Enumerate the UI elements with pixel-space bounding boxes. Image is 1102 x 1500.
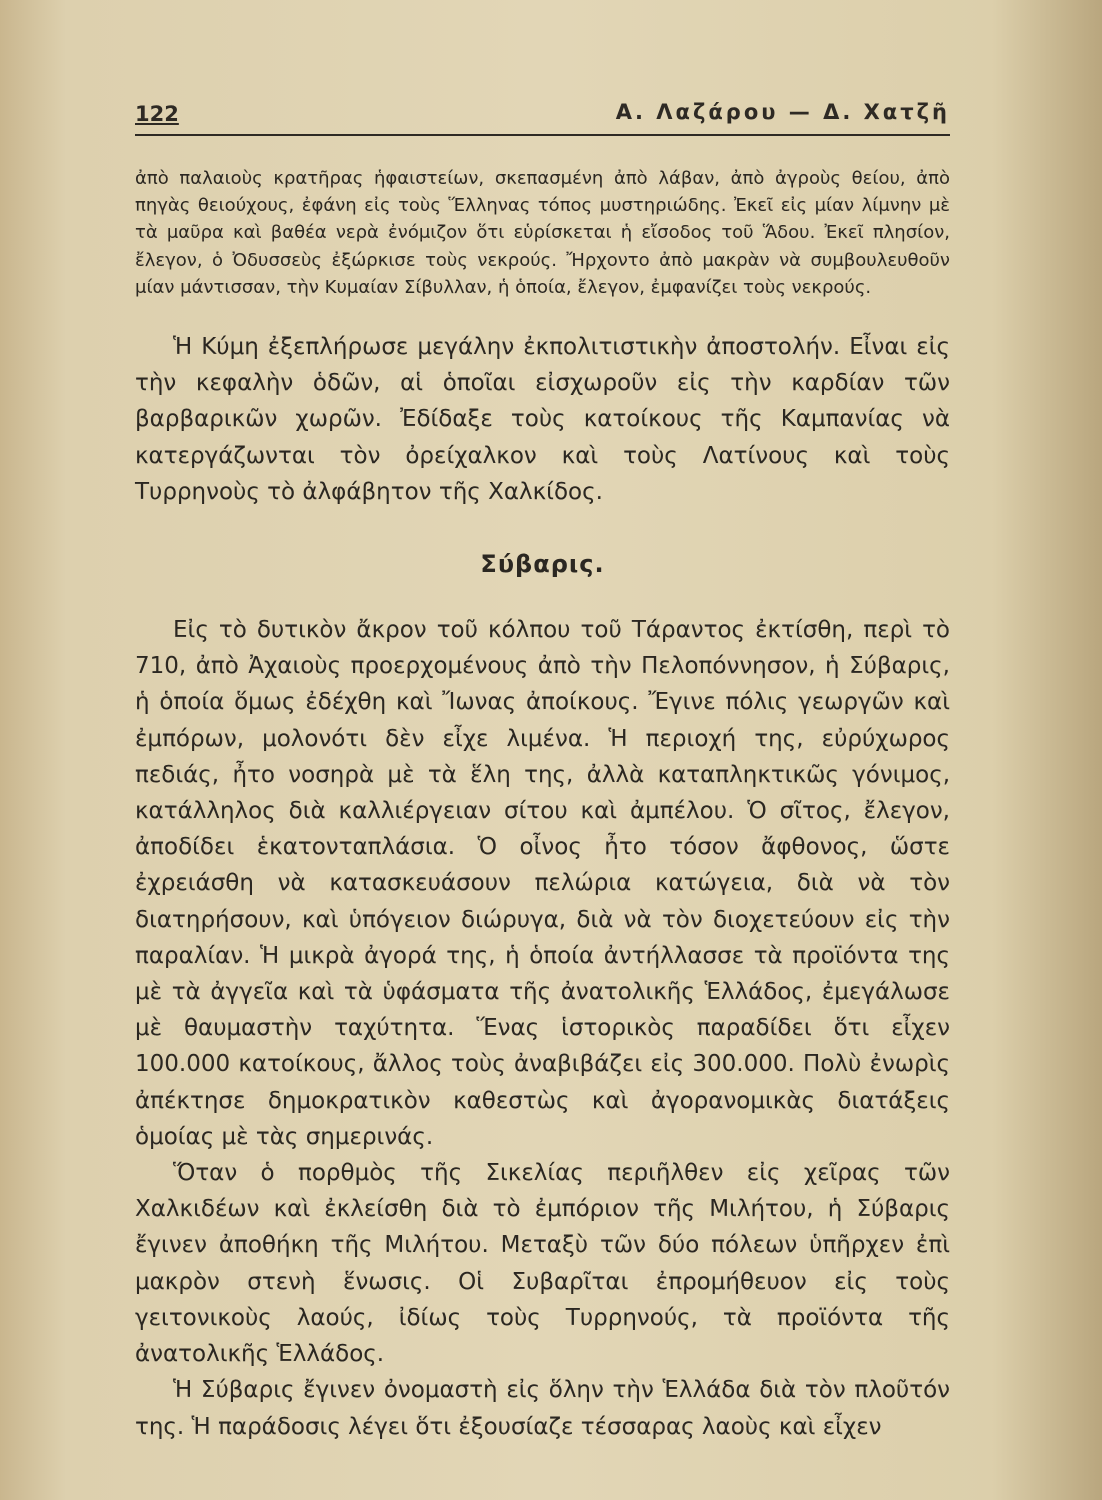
sybaris-paragraph-3: Ἡ Σύβαρις ἔγινεν ὀνομαστὴ εἰς ὅλην τὴν Ἑλλάδα διὰ τὸν πλοῦτόν της. Ἡ παράδοσις λέγει ὅτι ἐξουσίαζε τέσσαρας λαοὺς καὶ εἶχεν [135, 1377, 950, 1440]
page-header [135, 100, 950, 136]
page-body [135, 165, 950, 1445]
sybaris-paragraph-1: Εἰς τὸ δυτικὸν ἄκρον τοῦ κόλπου τοῦ Τάραντος ἐκτίσθη, περὶ τὸ 710, ἀπὸ Ἀχαιοὺς προερχομένους ἀπὸ τὴν Πελοπόννησον, ἡ Σύβαρις, ἡ ὁποία ὅμως ἐδέχθη καὶ Ἴωνας ἀποίκους. Ἔγινε πόλις γεωργῶν καὶ ἐμπόρων, μολονότι δὲν εἶχε λιμένα. Ἡ περιοχή της, εὐρύχωρος πεδιάς, ἦτο νοσηρὰ μὲ τὰ ἕλη της, ἀλλὰ καταπληκτικῶς γόνιμος, κατάλληλος διὰ καλλιέργειαν σίτου καὶ ἀμπέλου. Ὁ σῖτος, ἔλεγον, ἀποδίδει ἑκατονταπλάσια. Ὁ οἶνος ἦτο τόσον ἄφθονος, ὥστε ἐχρειάσθη νὰ κατασκευάσουν πελώρια κατώγεια, διὰ νὰ τὸν διατηρήσουν, καὶ ὑπόγειον διώρυγα, διὰ νὰ τὸν διοχετεύουν εἰς τὴν παραλίαν. Ἡ μικρὰ ἀγορά της, ἡ ὁποία ἀντήλλασσε τὰ προϊόντα της μὲ τὰ ἀγγεῖα καὶ τὰ ὑφάσματα τῆς ἀνατολικῆς Ἑλλάδος, ἐμεγάλωσε μὲ θαυμαστὴν ταχύτητα. Ἕνας ἱστορικὸς παραδίδει ὅτι εἶχεν 100.000 κατοίκους, ἄλλος τοὺς ἀναβιβάζει εἰς 300.000. Πολὺ ἐνωρὶς ἀπέκτησε δημοκρατικὸν καθεστὼς καὶ ἀγορανομικὰς διατάξεις ὁμοίας μὲ τὰς σημερινάς. [135, 617, 950, 1150]
running-head: Α. Λαζάρου — Δ. Χατζῆ [615, 100, 950, 124]
kyme-paragraph: Ἡ Κύμη ἐξεπλήρωσε μεγάλην ἐκπολιτιστικὴν ἀποστολήν. Εἶναι εἰς τὴν κεφαλὴν ὁδῶν, αἱ ὁποῖαι εἰσχωροῦν εἰς τὴν καρδίαν τῶν βαρβαρικῶν χωρῶν. Ἐδίδαξε τοὺς κατοίκους τῆς Καμπανίας νὰ κατεργάζωνται τὸν ὀρείχαλκον καὶ τοὺς Λατίνους καὶ τοὺς Τυρρηνοὺς τὸ ἀλφάβητον τῆς Χαλκίδος. [135, 334, 950, 505]
page-number: 122 [135, 102, 179, 126]
sybaris-paragraph-2: Ὅταν ὁ πορθμὸς τῆς Σικελίας περιῆλθεν εἰς χεῖρας τῶν Χαλκιδέων καὶ ἐκλείσθη διὰ τὸ ἐμπόριον τῆς Μιλήτου, ἡ Σύβαρις ἔγινεν ἀποθήκη τῆς Μιλήτου. Μεταξὺ τῶν δύο πόλεων ὑπῆρχεν ἐπὶ μακρὸν στενὴ ἕνωσις. Οἱ Συβαρῖται ἐπρομήθευον εἰς τοὺς γειτονικοὺς λαούς, ἰδίως τοὺς Τυρρηνούς, τὰ προϊόντα τῆς ἀνατολικῆς Ἑλλάδος. [135, 1160, 950, 1368]
intro-paragraph: ἀπὸ παλαιοὺς κρατῆρας ἡφαιστείων, σκεπασμένη ἀπὸ λάβαν, ἀπὸ ἀγροὺς θείου, ἀπὸ πηγὰς θειούχους, ἐφάνη εἰς τοὺς Ἕλληνας τόπος μυστηριώδης. Ἐκεῖ εἰς μίαν λίμνην μὲ τὰ μαῦρα καὶ βαθέα νερὰ ἐνόμιζον ὅτι εὑρίσκεται ἡ εἴσοδος τοῦ Ἅδου. Ἐκεῖ πλησίον, ἔλεγον, ὁ Ὀδυσσεὺς ἐξώρκισε τοὺς νεκρούς. Ἤρχοντο ἀπὸ μακρὰν νὰ συμβουλευθοῦν μίαν μάντισσαν, τὴν Κυμαίαν Σίβυλλαν, ἡ ὁποία, ἔλεγον, ἐμφανίζει τοὺς νεκρούς. [135, 168, 950, 298]
section-title: Σύβαρις. [480, 550, 605, 579]
